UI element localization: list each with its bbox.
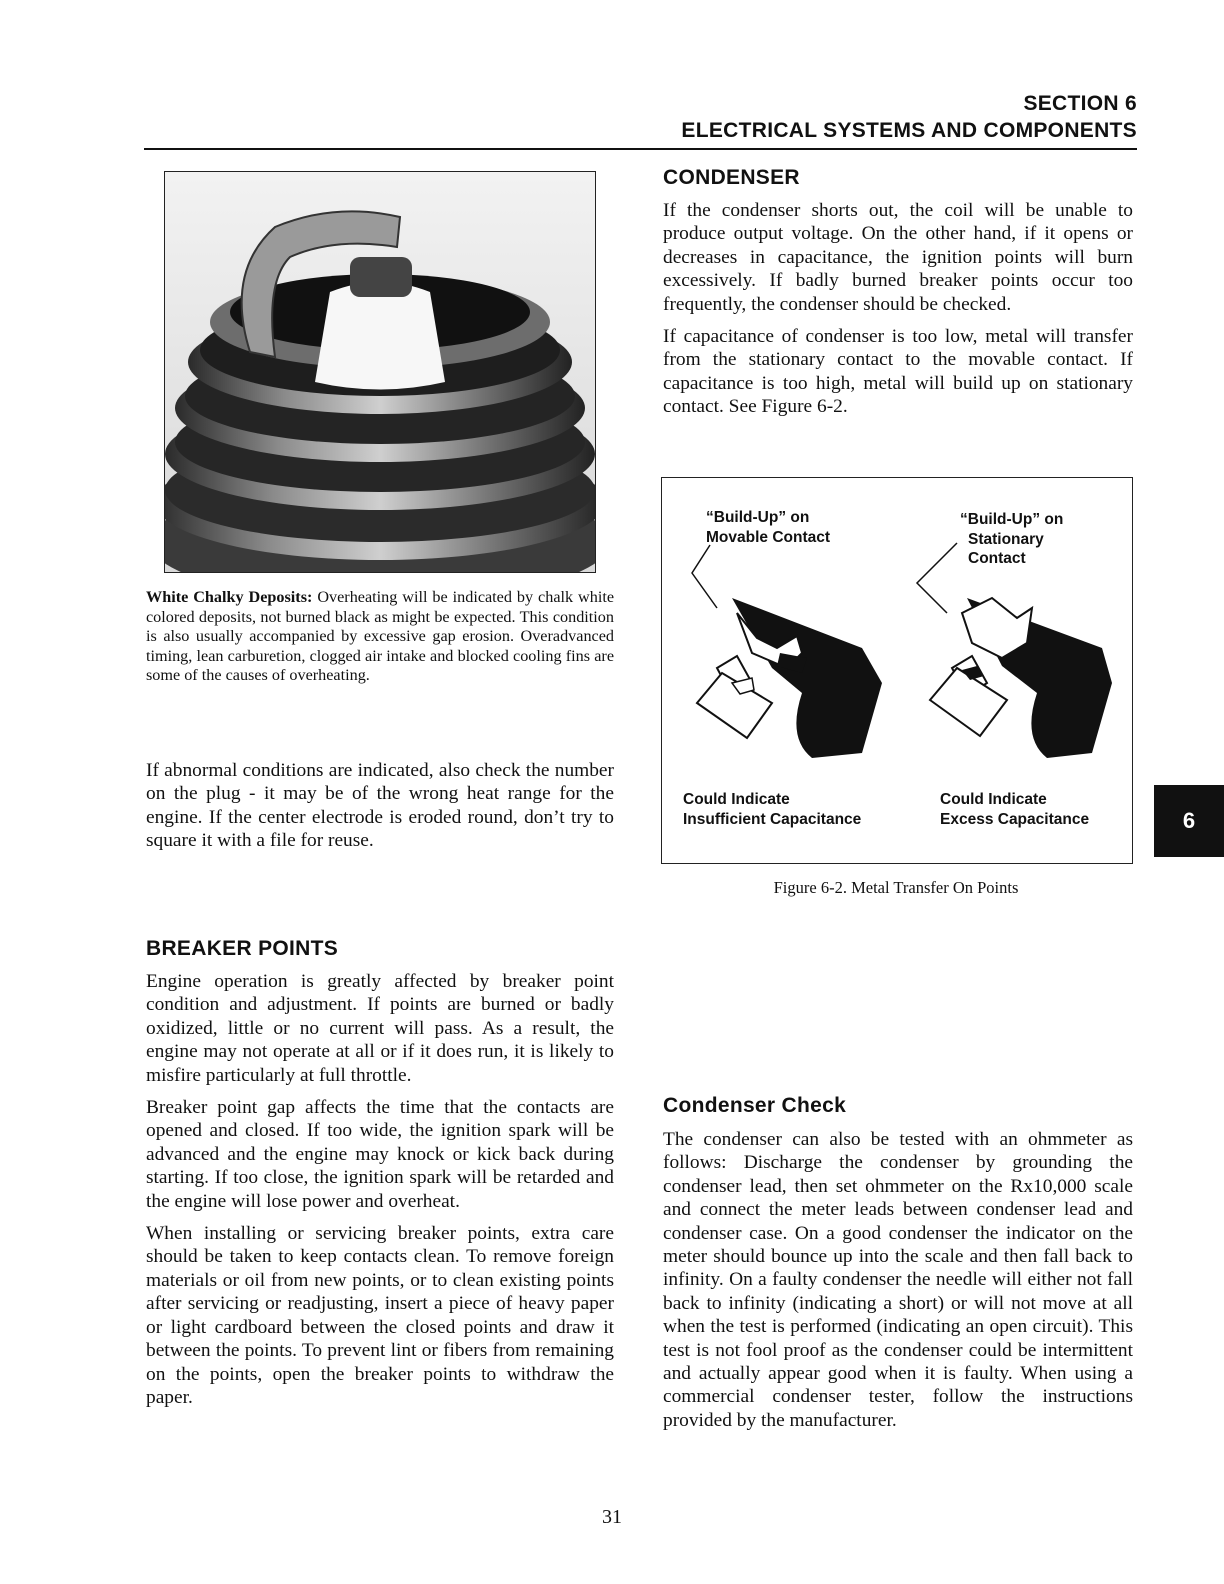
condenser-check-paragraph: The condenser can also be tested with an ohmmeter as follows: Discharge the condenser by grounding the condenser lead, then set ohmmeter on the Rx10,000 scale and connect the meter leads between condenser lead and condenser case. On a good condenser the indicator on the meter should bounce up into the scale and then fall back to infinity. On a faulty condenser the needle will either not fall back to infinity (indicating a short) or will not move at all when the test is performed (indicating an open circuit). This test is not fool proof as the condenser could be intermittent and actually appear good when it is faulty. When using a commercial condenser tester, follow the instructions provided by the manufacturer. (663, 1129, 1133, 1431)
condenser-paragraph-1: If the condenser shorts out, the coil will be unable to produce output voltage. On the other hand, if it opens or decreases in capacitance, the ignition points will burn excessively. If badly burned breaker points occur too frequently, the condenser should be checked. (663, 200, 1133, 315)
caption-bold-label: White Chalky Deposits: (146, 588, 313, 606)
metal-transfer-figure (661, 477, 1133, 864)
right-contact-points (930, 598, 1112, 758)
section-header (681, 90, 1137, 144)
condenser-paragraph-2: If capacitance of condenser is too low, metal will transfer from the stationary contact to the movable contact. If capacitance is too high, metal will build up on stationary contact. See Figure 6-2. (663, 326, 1133, 418)
breaker-paragraph-3: When installing or servicing breaker points, extra care should be taken to keep contacts clean. To remove foreign materials or oil from new points, or to clean existing points after servicing or readjusting, insert a piece of heavy paper or light cardboard between the closed points and draw it between the points. To prevent lint or fibers from remaining on the points, open the breaker points to withdraw the paper. (146, 1223, 614, 1408)
breaker-points-section (146, 937, 614, 1418)
condenser-check-heading: Condenser Check (663, 1094, 847, 1117)
section-number: SECTION 6 (1023, 92, 1137, 115)
condenser-check-section (663, 1094, 1133, 1432)
figure-caption: Figure 6-2. Metal Transfer On Points (773, 878, 1019, 897)
page-number: 31 (602, 1506, 622, 1528)
left-contact-points (697, 598, 882, 758)
header-divider (144, 148, 1137, 150)
breaker-paragraph-1: Engine operation is greatly affected by breaker point condition and adjustment. If points are burned or badly oxidized, little or no current will pass. As a result, the engine may not operate at all or if it does run, it is likely to misfire particularly at full throttle. (146, 971, 614, 1086)
stationary-buildup-label: “Build-Up” on Stationary Contact (960, 511, 1064, 567)
insufficient-capacitance-label: Could Indicate Insufficient Capacitance (683, 791, 862, 828)
excess-capacitance-label: Could Indicate Excess Capacitance (940, 791, 1090, 828)
condenser-heading: CONDENSER (663, 166, 800, 189)
section-title: ELECTRICAL SYSTEMS AND COMPONENTS (681, 119, 1137, 142)
breaker-paragraph-2: Breaker point gap affects the time that the contacts are opened and closed. If too wide, the ignition spark will be advanced and the engine may knock or kick back during starting. If too close, the ignition spark will be retarded and the engine will lose power and overheat. (146, 1097, 614, 1212)
movable-buildup-label: “Build-Up” on Movable Contact (706, 509, 831, 546)
breaker-points-heading: BREAKER POINTS (146, 937, 339, 960)
photo-caption (146, 588, 614, 686)
section-tab: 6 (1154, 785, 1224, 857)
caption-text: Overheating will be indicated by chalk white colored deposits, not burned black as might be expected. This condition is also usually accompanied by excessive gap erosion. Overadvanced timing, lean carburetion, clogged air intake and blocked cooling fins are some of the causes of overheating. (146, 588, 615, 685)
spark-plug-photo (164, 171, 596, 573)
plug-note-paragraph: If abnormal conditions are indicated, also check the number on the plug - it may be of the wrong heat range for the engine. If the center electrode is eroded round, don’t try to square it with a file for reuse. (146, 760, 614, 852)
condenser-section (663, 166, 1133, 428)
